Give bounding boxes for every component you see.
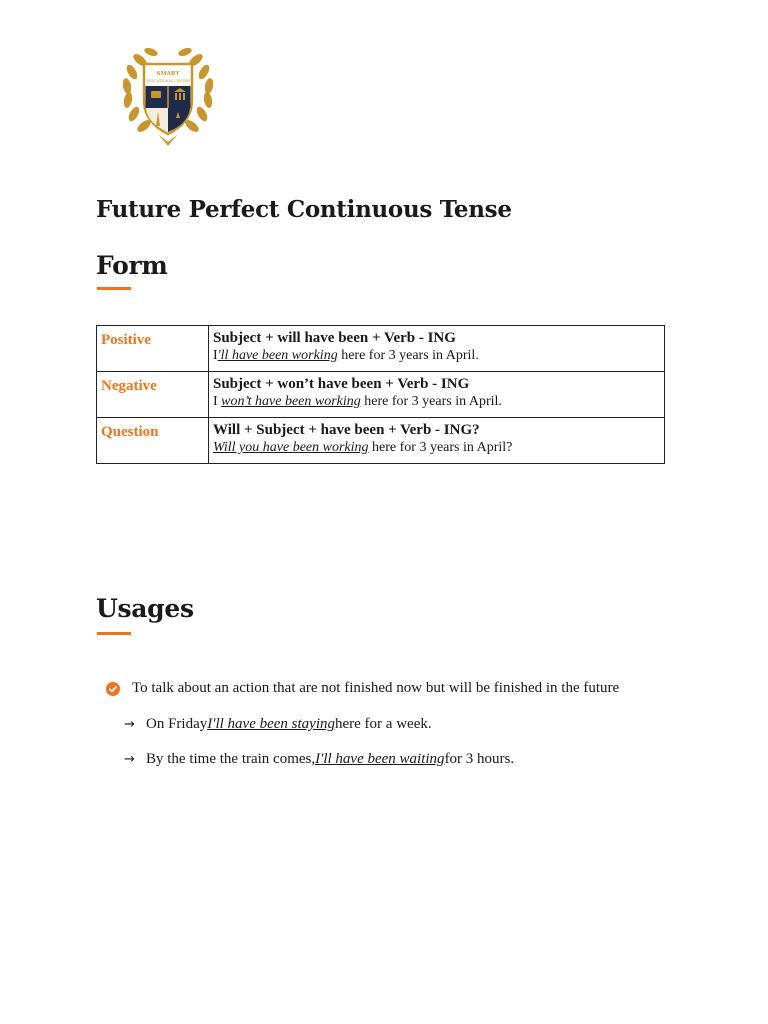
form-heading: Form [96,251,168,280]
page-title: Future Perfect Continuous Tense [96,196,512,223]
example-verb-phrase: won’t have been working [221,394,361,409]
row-label: Positive [97,326,209,372]
row-content [209,372,665,418]
usage-text: To talk about an action that are not finished now but will be finished in the future [132,680,620,696]
logo-text-top: SMART [156,71,180,77]
row-content [209,418,665,464]
example-pre: By the time the train comes, [146,751,316,767]
example-post: here for 3 years in April. [360,394,502,409]
usage-list [106,680,619,697]
formula: Subject + won’t have been + Verb - ING [213,376,470,392]
row-label: Negative [97,372,209,418]
formula: Will + Subject + have been + Verb - ING? [213,422,480,438]
example-verb-phrase: I'll have been staying [207,716,335,732]
usages-heading-underline [97,632,131,635]
example-pre: On Friday [146,716,208,732]
example-sentence [213,347,660,364]
form-table [96,325,665,464]
example-sentence [213,393,660,410]
example-post: for 3 hours. [444,751,515,767]
list-item [106,680,619,697]
right-arrow-icon: → [124,717,135,732]
usage-example [124,716,432,733]
example-verb-phrase: Will you have been working [213,440,369,455]
example-pre: I [213,394,222,409]
example-sentence [213,439,660,456]
table-row [97,372,665,418]
table-row [97,418,665,464]
formula: Subject + will have been + Verb - ING [213,330,456,346]
example-post: here for a week. [335,716,432,732]
check-circle-icon [106,682,120,696]
form-heading-underline [97,287,131,290]
example-pre: I [213,348,218,363]
right-arrow-icon: → [124,752,135,767]
logo-text-bottom: EDUCATIONAL CENTER [146,79,190,83]
usage-example [124,751,514,768]
smart-educational-center-logo [118,42,218,146]
row-content [209,326,665,372]
table-row [97,326,665,372]
example-post: here for 3 years in April. [337,348,479,363]
example-verb-phrase: I'll have been waiting [315,751,445,767]
row-label: Question [97,418,209,464]
example-post: here for 3 years in April? [368,440,513,455]
example-verb-phrase: 'll have been working [217,348,338,363]
usages-heading: Usages [96,594,194,623]
